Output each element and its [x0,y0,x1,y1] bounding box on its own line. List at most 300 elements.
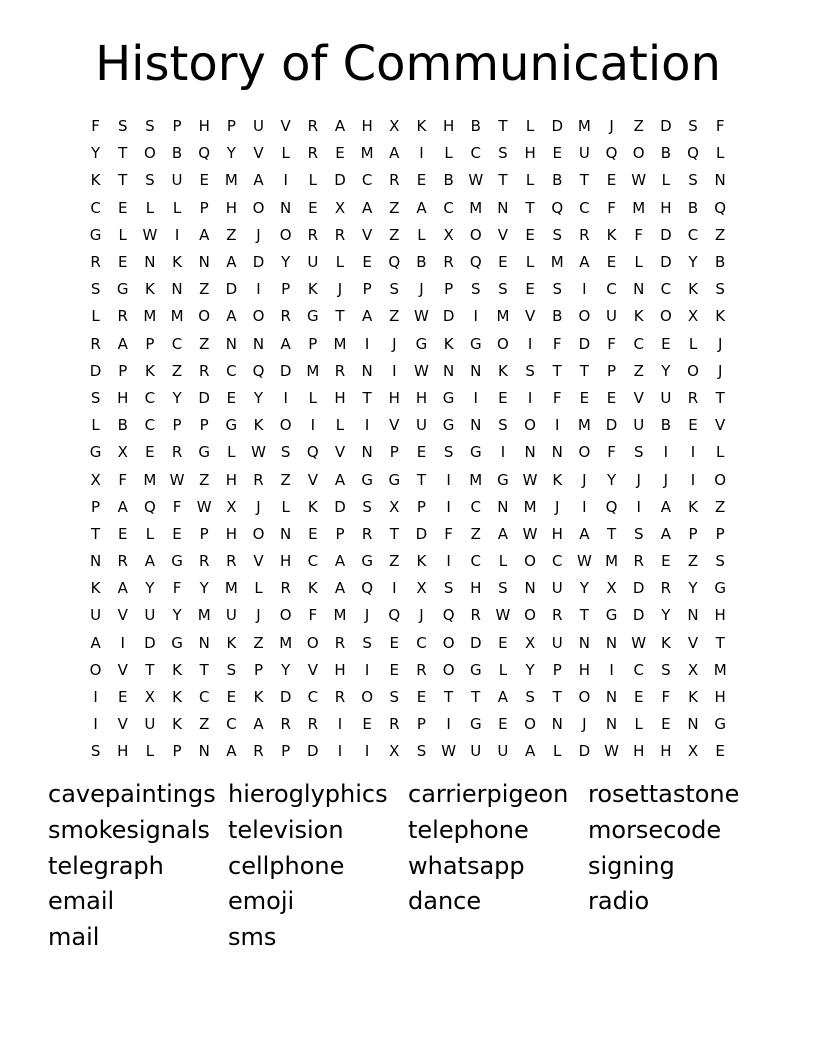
grid-letter: I [364,742,370,761]
grid-letter: A [497,524,509,543]
grid-letter: D [578,742,591,761]
grid-letter: I [283,171,288,190]
grid-letter: Z [470,524,481,543]
grid-letter: Q [306,443,319,462]
grid-letter: Q [605,497,618,516]
grid-letter: D [279,361,292,380]
grid-row [82,439,734,466]
grid-letter: Y [688,253,698,272]
grid-letter: T [145,660,155,679]
grid-letter: L [227,443,236,462]
word-list-item: whatsapp [408,851,525,880]
grid-letter: R [416,660,427,679]
grid-letter: R [334,225,346,244]
grid-letter: R [171,443,183,462]
grid-letter: K [172,660,182,679]
grid-letter: K [715,307,726,326]
grid-letter: F [172,579,182,598]
word-list-item: cellphone [228,851,345,880]
grid-letter: I [582,280,587,299]
grid-letter: I [609,660,614,679]
grid-letter: P [281,280,291,299]
grid-letter: C [470,552,481,571]
word-list-item: carrierpigeon [408,780,569,808]
grid-letter: J [663,470,669,489]
grid-letter: A [117,334,128,353]
grid-letter: Z [715,225,726,244]
grid-letter: L [498,552,508,571]
grid-letter: A [334,117,346,136]
grid-letter: S [362,633,372,652]
grid-letter: K [688,280,698,299]
grid-letter: H [660,198,672,217]
grid-letter: N [89,552,102,571]
grid-letter: Y [579,579,589,598]
grid-letter: C [198,688,210,707]
grid-letter: F [552,334,562,353]
grid-letter: W [169,470,185,489]
grid-letter: A [389,144,400,163]
grid-letter: C [660,280,672,299]
grid-letter: D [660,117,672,136]
grid-letter: N [225,334,237,353]
grid-letter: H [198,117,210,136]
grid-letter: I [419,144,424,163]
grid-letter: R [198,552,210,571]
grid-letter: R [307,144,319,163]
grid-letter: E [226,688,237,707]
word-list-item: cavepaintings [48,780,216,808]
grid-letter: P [199,198,209,217]
grid-letter: O [469,225,482,244]
grid-letter: S [90,742,101,761]
grid-letter: R [90,334,101,353]
grid-letter: G [415,334,428,353]
grid-letter: S [117,117,128,136]
grid-letter: O [632,144,645,163]
grid-letter: H [117,388,129,407]
grid-letter: L [281,497,290,516]
grid-letter: J [364,606,370,625]
grid-letter: I [392,361,397,380]
grid-letter: T [579,171,589,190]
grid-letter: U [144,606,156,625]
grid-letter: O [198,307,211,326]
grid-letter: I [446,715,451,734]
grid-letter: D [279,688,292,707]
grid-letter: G [307,307,319,326]
grid-letter: L [145,524,155,543]
grid-letter: E [525,280,535,299]
grid-letter: V [280,117,291,136]
grid-letter: X [334,198,346,217]
grid-letter: Q [388,253,401,272]
grid-letter: C [144,416,156,435]
grid-letter: M [333,334,347,353]
grid-letter: H [714,688,726,707]
grid-letter: E [389,633,400,652]
grid-letter: S [498,416,508,435]
grid-letter: X [389,742,400,761]
grid-letter: L [498,660,508,679]
grid-letter: V [117,606,128,625]
grid-letter: T [606,524,617,543]
grid-letter: M [333,606,347,625]
grid-letter: V [253,552,264,571]
grid-letter: X [687,307,699,326]
word-list-item: emoji [228,887,295,916]
grid-letter: C [90,198,101,217]
grid-letter: E [117,198,128,217]
grid-letter: T [525,198,535,217]
grid-letter: I [527,388,533,407]
grid-letter: B [171,144,183,163]
grid-letter: P [308,334,318,353]
grid-letter: P [362,280,372,299]
grid-letter: N [605,688,618,707]
grid-letter: T [118,171,128,190]
grid-letter: J [717,334,723,353]
grid-letter: H [524,144,536,163]
grid-letter: P [715,524,725,543]
grid-letter: K [416,552,427,571]
grid-letter: F [118,470,128,489]
grid-letter: D [334,171,346,190]
grid-letter: A [90,633,101,652]
grid-letter: U [470,742,482,761]
grid-letter: Y [661,606,671,625]
grid-letter: O [306,633,319,652]
grid-letter: N [252,334,265,353]
grid-letter: M [197,606,211,625]
grid-letter: O [279,606,292,625]
grid-letter: G [198,443,211,462]
grid-letter: L [254,579,263,598]
grid-letter: Y [199,579,209,598]
grid-letter: O [143,144,156,163]
grid-letter: U [497,742,509,761]
grid-row [82,575,734,602]
grid-letter: C [551,552,563,571]
page-title: History of Communication [95,36,721,92]
grid-letter: K [307,579,318,598]
grid-letter: C [307,688,319,707]
grid-letter: R [334,361,346,380]
grid-letter: D [415,524,428,543]
grid-letter: H [442,117,455,136]
grid-letter: G [442,388,455,407]
grid-letter: U [606,307,618,326]
grid-letter: E [389,660,400,679]
grid-letter: F [308,606,318,625]
grid-letter: W [441,742,457,761]
grid-letter: W [414,361,429,380]
grid-letter: K [688,688,698,707]
grid-letter: H [388,388,400,407]
grid-letter: O [442,633,455,652]
grid-letter: S [145,117,155,136]
grid-letter: J [256,497,261,516]
grid-letter: I [120,633,125,652]
grid-letter: E [308,524,318,543]
grid-letter: T [335,307,345,326]
grid-letter: M [279,633,293,652]
grid-letter: W [631,633,647,652]
grid-letter: G [361,552,373,571]
grid-letter: P [444,280,454,299]
grid-letter: E [172,524,182,543]
grid-letter: X [389,497,400,516]
grid-letter: M [632,198,646,217]
grid-letter: O [442,660,455,679]
grid-letter: S [633,443,644,462]
grid-letter: N [605,633,618,652]
grid-letter: P [172,416,182,435]
grid-letter: B [660,144,671,163]
grid-letter: E [606,253,617,272]
grid-letter: B [552,307,563,326]
grid-letter: S [90,280,101,299]
grid-letter: W [604,742,619,761]
grid-letter: P [607,361,617,380]
grid-letter: S [389,280,400,299]
grid-letter: E [552,144,562,163]
grid-letter: V [687,633,699,652]
grid-letter: G [469,660,482,679]
grid-letter: G [116,280,129,299]
grid-letter: V [524,307,536,326]
grid-letter: D [632,579,645,598]
grid-letter: E [416,171,427,190]
grid-letter: U [225,606,237,625]
grid-letter: G [714,579,726,598]
grid-letter: F [607,443,616,462]
grid-letter: W [576,552,592,571]
grid-letter: Z [715,497,726,516]
grid-row [82,249,734,276]
grid-letter: I [310,416,316,435]
grid-letter: Q [551,198,564,217]
grid-letter: E [226,388,237,407]
grid-row [82,412,734,439]
grid-letter: O [361,688,374,707]
grid-letter: C [443,198,454,217]
grid-letter: I [527,334,533,353]
grid-letter: Z [226,225,237,244]
grid-letter: Q [469,253,482,272]
grid-letter: A [334,579,346,598]
grid-letter: S [715,280,725,299]
grid-letter: S [226,660,237,679]
grid-letter: P [389,443,399,462]
grid-letter: O [578,688,591,707]
grid-letter: X [687,742,699,761]
grid-letter: Z [280,470,291,489]
grid-letter: T [416,470,427,489]
grid-letter: N [497,198,509,217]
grid-letter: V [715,416,726,435]
grid-letter: K [307,497,318,516]
grid-letter: A [362,307,373,326]
grid-letter: Z [171,361,183,380]
grid-letter: E [308,198,318,217]
grid-letter: Z [687,552,699,571]
grid-letter: O [659,307,672,326]
grid-row [82,358,734,385]
grid-letter: T [90,524,101,543]
grid-letter: X [117,443,128,462]
grid-letter: S [633,524,644,543]
grid-letter: E [117,524,128,543]
grid-letter: K [90,579,101,598]
grid-letter: Y [172,388,182,407]
grid-letter: Q [687,144,699,163]
grid-letter: W [142,225,158,244]
grid-letter: S [471,280,481,299]
grid-letter: T [471,688,481,707]
grid-letter: G [171,552,183,571]
grid-letter: K [253,688,264,707]
grid-letter: Y [525,660,535,679]
grid-letter: Y [281,253,291,272]
grid-letter: B [552,171,563,190]
word-list-item: dance [408,887,482,916]
grid-letter: R [90,253,101,272]
grid-letter: B [416,253,427,272]
grid-letter: L [145,742,155,761]
grid-letter: O [279,225,292,244]
grid-letter: C [226,715,237,734]
grid-letter: A [334,552,346,571]
grid-letter: Y [606,470,617,489]
grid-letter: Y [145,579,155,598]
grid-letter: A [334,470,346,489]
grid-letter: X [524,633,536,652]
grid-letter: C [361,171,373,190]
grid-letter: D [605,416,618,435]
grid-letter: N [578,633,590,652]
grid-letter: R [280,579,291,598]
grid-letter: R [687,388,699,407]
grid-row [82,657,734,684]
grid-letter: A [226,253,237,272]
grid-letter: Q [252,361,265,380]
grid-letter: Z [253,633,264,652]
grid-letter: Z [633,117,644,136]
grid-letter: K [416,117,427,136]
grid-letter: J [392,334,397,353]
grid-letter: I [555,416,560,435]
grid-letter: O [89,660,102,679]
grid-row [82,385,734,412]
grid-letter: X [416,579,427,598]
grid-letter: I [256,280,261,299]
grid-row [82,195,734,222]
grid-letter: F [715,117,725,136]
grid-letter: N [361,443,373,462]
grid-letter: H [633,742,645,761]
grid-letter: N [714,171,726,190]
grid-letter: G [497,470,509,489]
grid-row [82,331,734,358]
grid-letter: R [280,307,291,326]
grid-letter: E [498,388,508,407]
grid-letter: G [89,225,102,244]
grid-letter: W [251,443,266,462]
grid-row [82,276,734,303]
grid-letter: V [334,443,346,462]
grid-letter: H [660,742,672,761]
grid-letter: W [522,524,538,543]
grid-letter: I [337,715,343,734]
grid-letter: T [715,633,725,652]
grid-letter: S [443,443,454,462]
grid-letter: N [198,633,210,652]
grid-letter: Z [199,715,210,734]
grid-row [82,494,734,521]
grid-letter: O [252,198,265,217]
grid-letter: R [443,253,454,272]
grid-letter: R [334,688,346,707]
grid-letter: S [661,660,671,679]
grid-letter: R [280,715,291,734]
grid-letter: N [524,579,536,598]
grid-letter: K [633,307,644,326]
grid-letter: U [660,388,672,407]
grid-letter: Z [199,280,210,299]
grid-letter: E [633,688,644,707]
grid-letter: F [607,334,616,353]
grid-letter: Z [389,552,400,571]
grid-letter: P [253,660,264,679]
grid-letter: T [444,688,454,707]
grid-letter: L [634,253,643,272]
grid-letter: G [89,443,102,462]
grid-letter: D [632,606,645,625]
grid-row [82,167,734,194]
grid-letter: M [550,253,564,272]
grid-letter: D [307,742,319,761]
grid-letter: D [225,280,238,299]
grid-letter: N [280,198,292,217]
word-list-item: hieroglyphics [228,780,388,808]
grid-letter: N [687,606,699,625]
grid-letter: I [364,416,370,435]
grid-letter: R [307,117,319,136]
grid-letter: Q [388,606,401,625]
grid-letter: C [687,225,699,244]
grid-letter: O [524,715,536,734]
grid-letter: H [334,388,346,407]
grid-letter: X [443,225,454,244]
grid-letter: O [524,606,536,625]
grid-letter: T [715,388,725,407]
grid-letter: X [90,470,101,489]
grid-letter: T [579,606,589,625]
grid-letter: L [118,225,127,244]
grid-letter: R [253,742,264,761]
grid-letter: C [633,660,644,679]
grid-letter: K [90,171,101,190]
grid-letter: Q [714,198,727,217]
grid-letter: E [362,715,372,734]
grid-letter: E [145,443,155,462]
grid-letter: W [196,497,212,516]
grid-letter: Y [661,361,671,380]
grid-row [82,222,734,249]
grid-letter: T [552,688,562,707]
grid-letter: L [335,416,345,435]
